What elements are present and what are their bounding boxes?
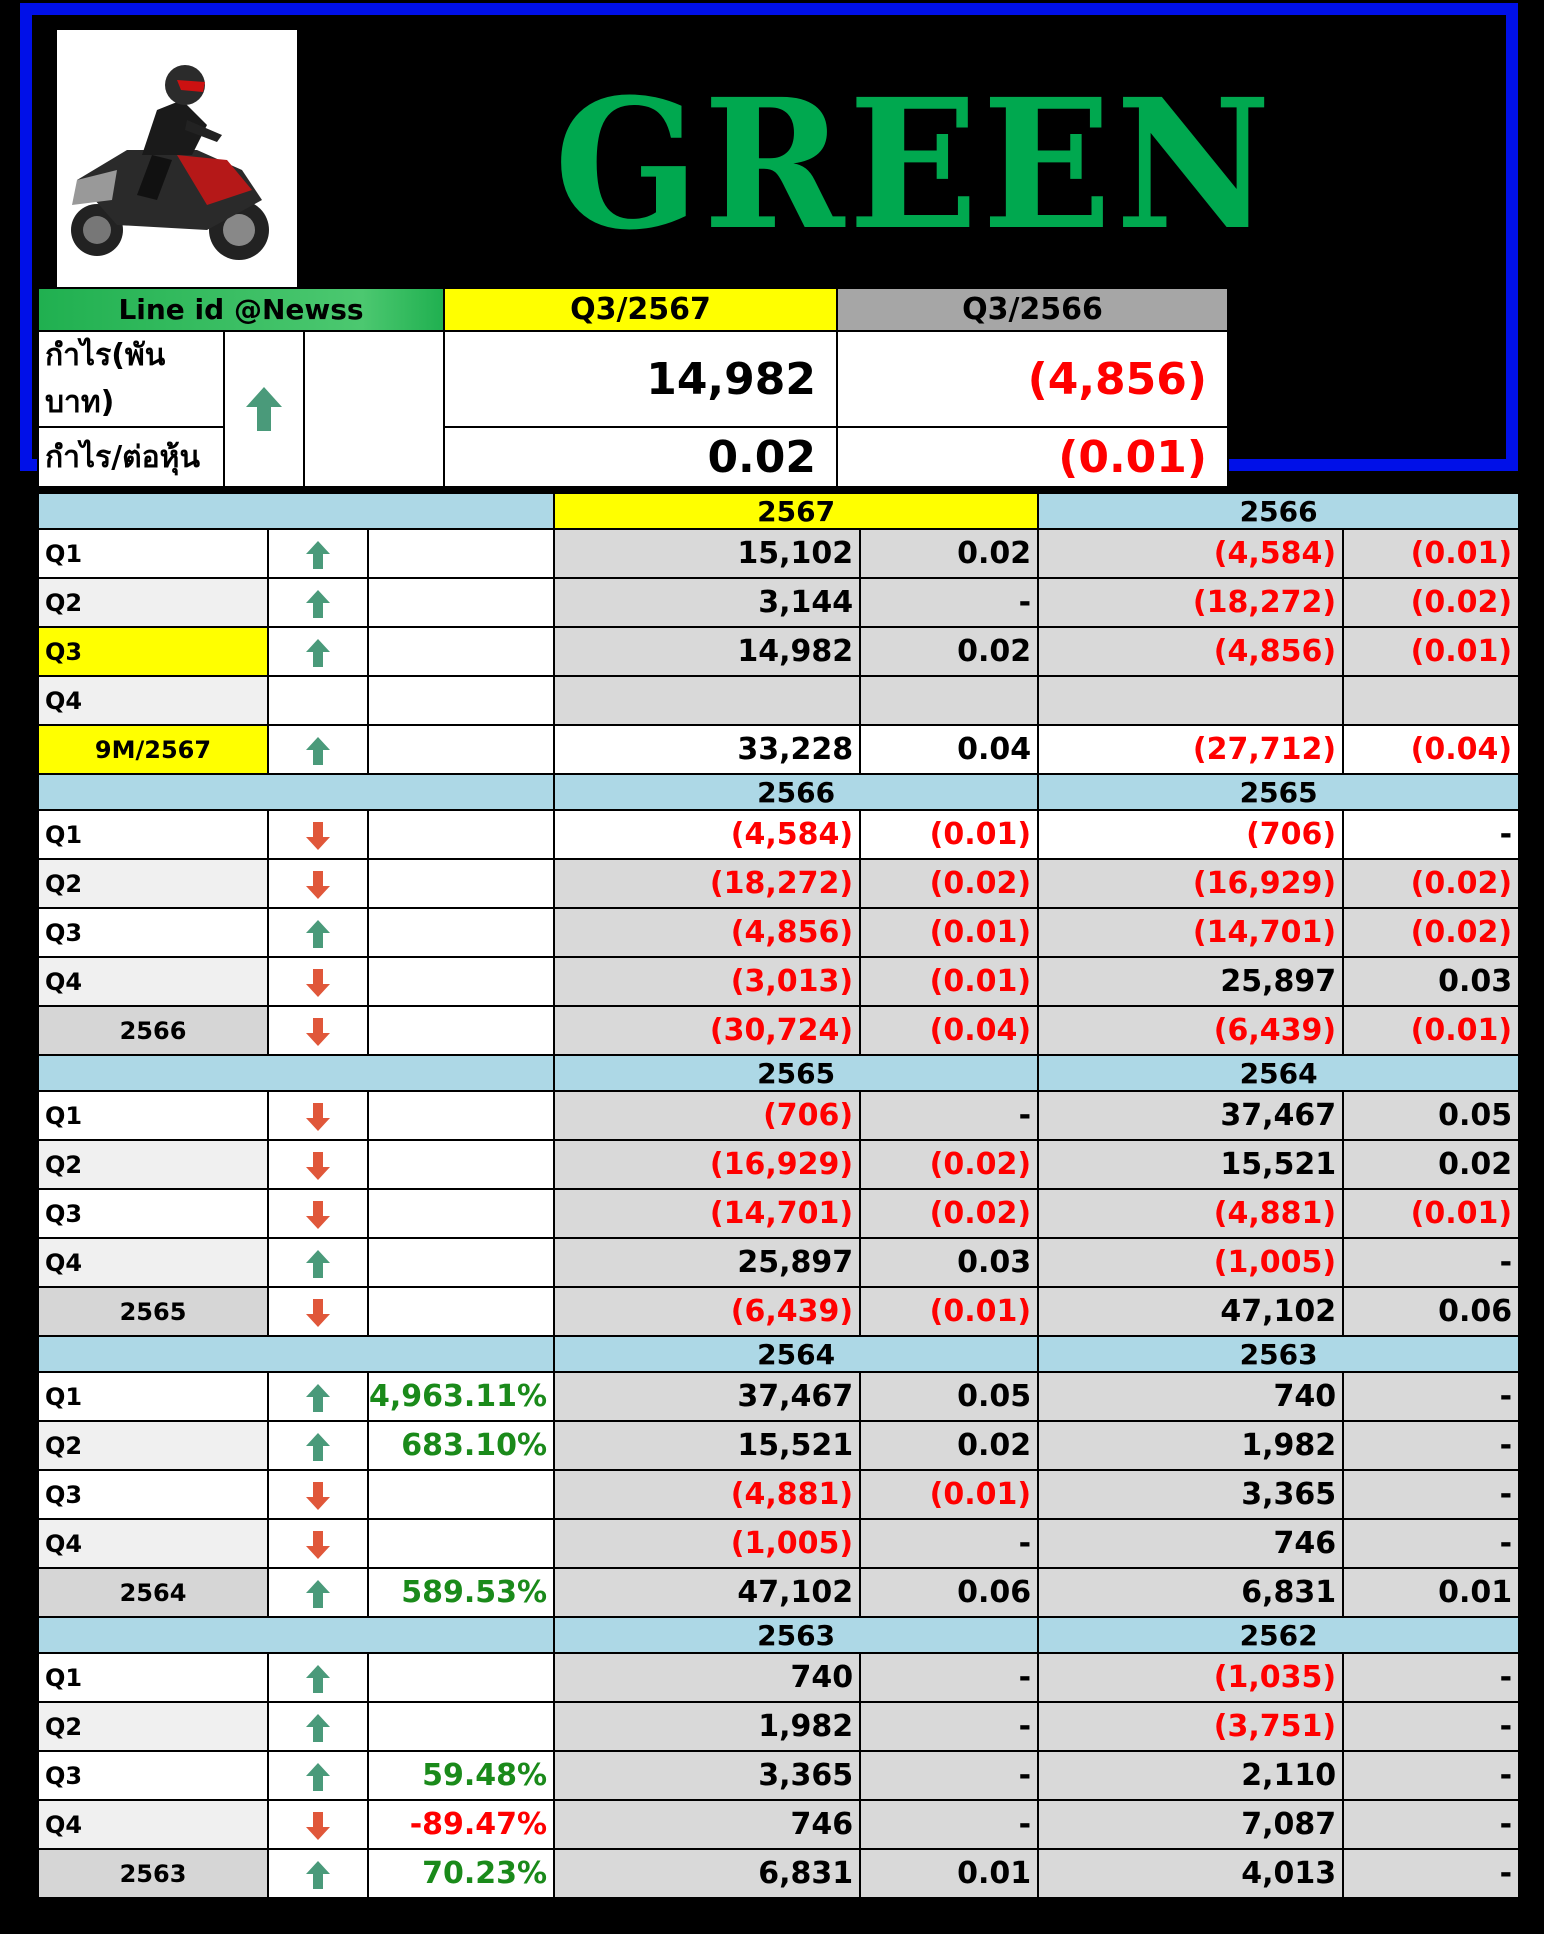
- a-profit-value: (1,005): [554, 1519, 860, 1568]
- growth-percent: [368, 1287, 554, 1336]
- growth-percent: -89.47%: [368, 1800, 554, 1849]
- period-total-label: 2564: [38, 1568, 268, 1617]
- quarter-label: Q4: [38, 1238, 268, 1287]
- a-profit-value: (18,272): [554, 859, 860, 908]
- up-arrow-icon: [305, 1432, 331, 1462]
- table-row: [38, 1653, 1519, 1702]
- b-profit-value: [1038, 676, 1343, 725]
- growth-percent: [368, 1006, 554, 1055]
- b-profit-value: (4,881): [1038, 1189, 1343, 1238]
- b-eps-value: (0.01): [1343, 1189, 1519, 1238]
- eps-label: กำไร/ต่อหุ้น: [38, 427, 224, 487]
- trend-cell: [268, 529, 368, 578]
- section-year-current: 2566: [554, 774, 1038, 810]
- a-eps-value: (0.01): [860, 908, 1038, 957]
- a-profit-value: 746: [554, 1800, 860, 1849]
- growth-percent: [368, 1091, 554, 1140]
- growth-percent: 683.10%: [368, 1421, 554, 1470]
- a-profit-value: (4,584): [554, 810, 860, 859]
- b-eps-value: (0.02): [1343, 908, 1519, 957]
- section-header-row: [38, 774, 1519, 810]
- trend-cell: [268, 1519, 368, 1568]
- down-arrow-icon: [305, 1811, 331, 1841]
- growth-percent: 70.23%: [368, 1849, 554, 1898]
- history-table: [37, 492, 1520, 1899]
- down-arrow-icon: [305, 1200, 331, 1230]
- profit-label: กำไร(พันบาท): [38, 331, 224, 427]
- period-total-label: 2565: [38, 1287, 268, 1336]
- table-row: [38, 1751, 1519, 1800]
- a-profit-value: (4,856): [554, 908, 860, 957]
- growth-percent: [368, 1702, 554, 1751]
- b-eps-value: -: [1343, 1800, 1519, 1849]
- a-profit-value: 33,228: [554, 725, 860, 774]
- growth-percent: [368, 1189, 554, 1238]
- current-profit-value: 14,982: [444, 331, 837, 427]
- b-profit-value: (1,035): [1038, 1653, 1343, 1702]
- table-row: [38, 1421, 1519, 1470]
- section-year-previous: 2564: [1038, 1055, 1519, 1091]
- b-profit-value: 25,897: [1038, 957, 1343, 1006]
- table-row: [38, 1568, 1519, 1617]
- b-profit-value: 1,982: [1038, 1421, 1343, 1470]
- section-header-row: [38, 1617, 1519, 1653]
- up-arrow-icon: [305, 540, 331, 570]
- b-profit-value: 47,102: [1038, 1287, 1343, 1336]
- quarter-label: Q4: [38, 1800, 268, 1849]
- growth-percent: 59.48%: [368, 1751, 554, 1800]
- quarter-label: Q4: [38, 676, 268, 725]
- summary-table: [37, 287, 1229, 488]
- quarter-label: Q2: [38, 1421, 268, 1470]
- table-row: [38, 957, 1519, 1006]
- b-eps-value: (0.01): [1343, 1006, 1519, 1055]
- a-eps-value: -: [860, 1702, 1038, 1751]
- growth-percent: [368, 676, 554, 725]
- table-row: [38, 1849, 1519, 1898]
- a-eps-value: (0.02): [860, 1140, 1038, 1189]
- a-eps-value: 0.02: [860, 1421, 1038, 1470]
- growth-percent: [368, 1140, 554, 1189]
- a-eps-value: (0.02): [860, 859, 1038, 908]
- section-year-current: 2565: [554, 1055, 1038, 1091]
- a-profit-value: 15,521: [554, 1421, 860, 1470]
- table-row: [38, 908, 1519, 957]
- quarter-label: Q1: [38, 529, 268, 578]
- up-arrow-icon: [305, 1664, 331, 1694]
- up-arrow-icon: [305, 1860, 331, 1890]
- section-header-row: [38, 1336, 1519, 1372]
- a-profit-value: 14,982: [554, 627, 860, 676]
- b-eps-value: 0.05: [1343, 1091, 1519, 1140]
- quarter-label: Q3: [38, 1189, 268, 1238]
- trend-cell: [268, 1653, 368, 1702]
- quarter-label: Q2: [38, 1702, 268, 1751]
- a-eps-value: -: [860, 1653, 1038, 1702]
- up-arrow-icon: [305, 1579, 331, 1609]
- quarter-label: Q2: [38, 859, 268, 908]
- a-profit-value: (3,013): [554, 957, 860, 1006]
- down-arrow-icon: [305, 870, 331, 900]
- trend-cell: [268, 810, 368, 859]
- section-year-current: 2563: [554, 1617, 1038, 1653]
- quarter-label: Q2: [38, 1140, 268, 1189]
- table-row: [38, 1287, 1519, 1336]
- trend-cell: [268, 1238, 368, 1287]
- quarter-label: Q3: [38, 1470, 268, 1519]
- growth-percent: [368, 1519, 554, 1568]
- a-profit-value: 6,831: [554, 1849, 860, 1898]
- up-arrow-icon: [305, 1762, 331, 1792]
- a-profit-value: (4,881): [554, 1470, 860, 1519]
- a-eps-value: (0.04): [860, 1006, 1038, 1055]
- quarter-label: Q1: [38, 1091, 268, 1140]
- b-eps-value: -: [1343, 810, 1519, 859]
- a-eps-value: 0.02: [860, 627, 1038, 676]
- trend-cell: [268, 1189, 368, 1238]
- growth-percent: [368, 1470, 554, 1519]
- growth-percent: [368, 529, 554, 578]
- growth-percent: 589.53%: [368, 1568, 554, 1617]
- growth-percent: [368, 725, 554, 774]
- period-total-label: 9M/2567: [38, 725, 268, 774]
- section-header-blank: [38, 493, 554, 529]
- previous-profit-value: (4,856): [837, 331, 1228, 427]
- b-eps-value: [1343, 676, 1519, 725]
- down-arrow-icon: [305, 968, 331, 998]
- section-header-blank: [38, 1617, 554, 1653]
- trend-cell: [268, 1091, 368, 1140]
- b-eps-value: -: [1343, 1702, 1519, 1751]
- trend-cell: [268, 676, 368, 725]
- up-arrow-icon: [305, 1249, 331, 1279]
- down-arrow-icon: [305, 1530, 331, 1560]
- b-profit-value: (14,701): [1038, 908, 1343, 957]
- quarter-label: Q4: [38, 1519, 268, 1568]
- quarter-label: Q3: [38, 627, 268, 676]
- a-eps-value: 0.02: [860, 529, 1038, 578]
- trend-cell: [268, 578, 368, 627]
- table-row: [38, 859, 1519, 908]
- b-profit-value: 746: [1038, 1519, 1343, 1568]
- section-header-blank: [38, 1336, 554, 1372]
- b-profit-value: 2,110: [1038, 1751, 1343, 1800]
- b-profit-value: (3,751): [1038, 1702, 1343, 1751]
- period-total-label: 2566: [38, 1006, 268, 1055]
- table-row: [38, 810, 1519, 859]
- b-eps-value: -: [1343, 1372, 1519, 1421]
- section-year-current: 2567: [554, 493, 1038, 529]
- a-eps-value: -: [860, 1800, 1038, 1849]
- trend-cell: [268, 1287, 368, 1336]
- a-eps-value: 0.05: [860, 1372, 1038, 1421]
- trend-cell: [268, 1006, 368, 1055]
- a-profit-value: (6,439): [554, 1287, 860, 1336]
- up-arrow-icon: [305, 1713, 331, 1743]
- a-eps-value: (0.01): [860, 810, 1038, 859]
- section-header-blank: [38, 774, 554, 810]
- down-arrow-icon: [305, 1102, 331, 1132]
- a-eps-value: 0.06: [860, 1568, 1038, 1617]
- b-eps-value: -: [1343, 1653, 1519, 1702]
- a-eps-value: 0.04: [860, 725, 1038, 774]
- history-table-body: [38, 493, 1519, 1898]
- trend-cell: [268, 725, 368, 774]
- previous-period-header: Q3/2566: [837, 288, 1228, 331]
- table-row: [38, 1519, 1519, 1568]
- trend-cell: [268, 1140, 368, 1189]
- table-row: [38, 676, 1519, 725]
- table-row: [38, 1702, 1519, 1751]
- growth-percent: [368, 1653, 554, 1702]
- section-year-previous: 2566: [1038, 493, 1519, 529]
- b-eps-value: (0.02): [1343, 859, 1519, 908]
- a-profit-value: 3,365: [554, 1751, 860, 1800]
- quarter-label: Q2: [38, 578, 268, 627]
- a-profit-value: 37,467: [554, 1372, 860, 1421]
- section-year-previous: 2562: [1038, 1617, 1519, 1653]
- quarter-label: Q3: [38, 908, 268, 957]
- a-eps-value: (0.01): [860, 957, 1038, 1006]
- quarter-label: Q1: [38, 1653, 268, 1702]
- trend-cell: [268, 1568, 368, 1617]
- trend-cell: [268, 1702, 368, 1751]
- trend-cell: [268, 627, 368, 676]
- growth-percent: [368, 627, 554, 676]
- table-row: [38, 578, 1519, 627]
- b-profit-value: (16,929): [1038, 859, 1343, 908]
- trend-cell: [268, 1849, 368, 1898]
- up-arrow-icon: [305, 736, 331, 766]
- b-eps-value: -: [1343, 1470, 1519, 1519]
- b-eps-value: -: [1343, 1849, 1519, 1898]
- a-eps-value: -: [860, 1091, 1038, 1140]
- section-year-previous: 2565: [1038, 774, 1519, 810]
- trend-cell: [268, 908, 368, 957]
- up-arrow-icon: [244, 385, 284, 433]
- growth-percent: [368, 957, 554, 1006]
- period-total-label: 2563: [38, 1849, 268, 1898]
- a-profit-value: (14,701): [554, 1189, 860, 1238]
- a-profit-value: 740: [554, 1653, 860, 1702]
- b-profit-value: (1,005): [1038, 1238, 1343, 1287]
- a-profit-value: (706): [554, 1091, 860, 1140]
- b-profit-value: (27,712): [1038, 725, 1343, 774]
- table-row: [38, 627, 1519, 676]
- b-eps-value: (0.02): [1343, 578, 1519, 627]
- b-profit-value: 740: [1038, 1372, 1343, 1421]
- table-row: [38, 1189, 1519, 1238]
- a-eps-value: -: [860, 578, 1038, 627]
- growth-percent: 4,963.11%: [368, 1372, 554, 1421]
- a-eps-value: 0.03: [860, 1238, 1038, 1287]
- trend-cell: [268, 1421, 368, 1470]
- section-header-blank: [38, 1055, 554, 1091]
- a-eps-value: (0.01): [860, 1470, 1038, 1519]
- b-eps-value: (0.01): [1343, 627, 1519, 676]
- section-year-previous: 2563: [1038, 1336, 1519, 1372]
- summary-blank-cell: [304, 331, 444, 487]
- a-profit-value: 3,144: [554, 578, 860, 627]
- table-row: [38, 529, 1519, 578]
- up-arrow-icon: [305, 638, 331, 668]
- b-profit-value: 37,467: [1038, 1091, 1343, 1140]
- quarter-label: Q4: [38, 957, 268, 1006]
- down-arrow-icon: [305, 1481, 331, 1511]
- table-row: [38, 1800, 1519, 1849]
- a-profit-value: 25,897: [554, 1238, 860, 1287]
- b-eps-value: -: [1343, 1519, 1519, 1568]
- a-eps-value: [860, 676, 1038, 725]
- trend-cell: [268, 1800, 368, 1849]
- up-arrow-icon: [305, 1383, 331, 1413]
- a-eps-value: -: [860, 1751, 1038, 1800]
- down-arrow-icon: [305, 1151, 331, 1181]
- b-eps-value: 0.02: [1343, 1140, 1519, 1189]
- a-eps-value: (0.01): [860, 1287, 1038, 1336]
- section-year-current: 2564: [554, 1336, 1038, 1372]
- b-eps-value: -: [1343, 1238, 1519, 1287]
- a-profit-value: (30,724): [554, 1006, 860, 1055]
- quarter-label: Q3: [38, 1751, 268, 1800]
- b-profit-value: (4,584): [1038, 529, 1343, 578]
- down-arrow-icon: [305, 821, 331, 851]
- line-id-label: Line id @Newss: [38, 288, 444, 331]
- motorcycle-logo: [57, 30, 297, 300]
- table-row: [38, 1006, 1519, 1055]
- a-eps-value: (0.02): [860, 1189, 1038, 1238]
- b-profit-value: (706): [1038, 810, 1343, 859]
- b-eps-value: -: [1343, 1751, 1519, 1800]
- table-row: [38, 1372, 1519, 1421]
- a-profit-value: (16,929): [554, 1140, 860, 1189]
- current-eps-value: 0.02: [444, 427, 837, 487]
- a-eps-value: 0.01: [860, 1849, 1038, 1898]
- b-profit-value: (6,439): [1038, 1006, 1343, 1055]
- growth-percent: [368, 578, 554, 627]
- growth-percent: [368, 908, 554, 957]
- trend-cell: [268, 859, 368, 908]
- trend-cell: [268, 1470, 368, 1519]
- a-profit-value: 15,102: [554, 529, 860, 578]
- b-profit-value: 15,521: [1038, 1140, 1343, 1189]
- down-arrow-icon: [305, 1017, 331, 1047]
- b-profit-value: 7,087: [1038, 1800, 1343, 1849]
- table-row: [38, 1470, 1519, 1519]
- quarter-label: Q1: [38, 1372, 268, 1421]
- growth-percent: [368, 810, 554, 859]
- b-profit-value: 4,013: [1038, 1849, 1343, 1898]
- a-profit-value: 47,102: [554, 1568, 860, 1617]
- b-profit-value: (4,856): [1038, 627, 1343, 676]
- trend-cell: [268, 1751, 368, 1800]
- b-profit-value: (18,272): [1038, 578, 1343, 627]
- up-arrow-icon: [305, 919, 331, 949]
- trend-cell: [268, 1372, 368, 1421]
- b-eps-value: 0.03: [1343, 957, 1519, 1006]
- growth-percent: [368, 1238, 554, 1287]
- a-eps-value: -: [860, 1519, 1038, 1568]
- current-period-header: Q3/2567: [444, 288, 837, 331]
- brand-text: GREEN: [553, 60, 1275, 271]
- a-profit-value: 1,982: [554, 1702, 860, 1751]
- previous-eps-value: (0.01): [837, 427, 1228, 487]
- down-arrow-icon: [305, 1298, 331, 1328]
- a-profit-value: [554, 676, 860, 725]
- up-arrow-icon: [305, 589, 331, 619]
- b-profit-value: 6,831: [1038, 1568, 1343, 1617]
- growth-percent: [368, 859, 554, 908]
- b-profit-value: 3,365: [1038, 1470, 1343, 1519]
- b-eps-value: 0.01: [1343, 1568, 1519, 1617]
- table-row: [38, 725, 1519, 774]
- b-eps-value: (0.01): [1343, 529, 1519, 578]
- brand-title: [297, 30, 1532, 300]
- quarter-label: Q1: [38, 810, 268, 859]
- section-header-row: [38, 1055, 1519, 1091]
- b-eps-value: -: [1343, 1421, 1519, 1470]
- table-row: [38, 1091, 1519, 1140]
- summary-trend-cell: [224, 331, 304, 487]
- table-row: [38, 1238, 1519, 1287]
- b-eps-value: 0.06: [1343, 1287, 1519, 1336]
- trend-cell: [268, 957, 368, 1006]
- table-row: [38, 1140, 1519, 1189]
- b-eps-value: (0.04): [1343, 725, 1519, 774]
- section-header-row: [38, 493, 1519, 529]
